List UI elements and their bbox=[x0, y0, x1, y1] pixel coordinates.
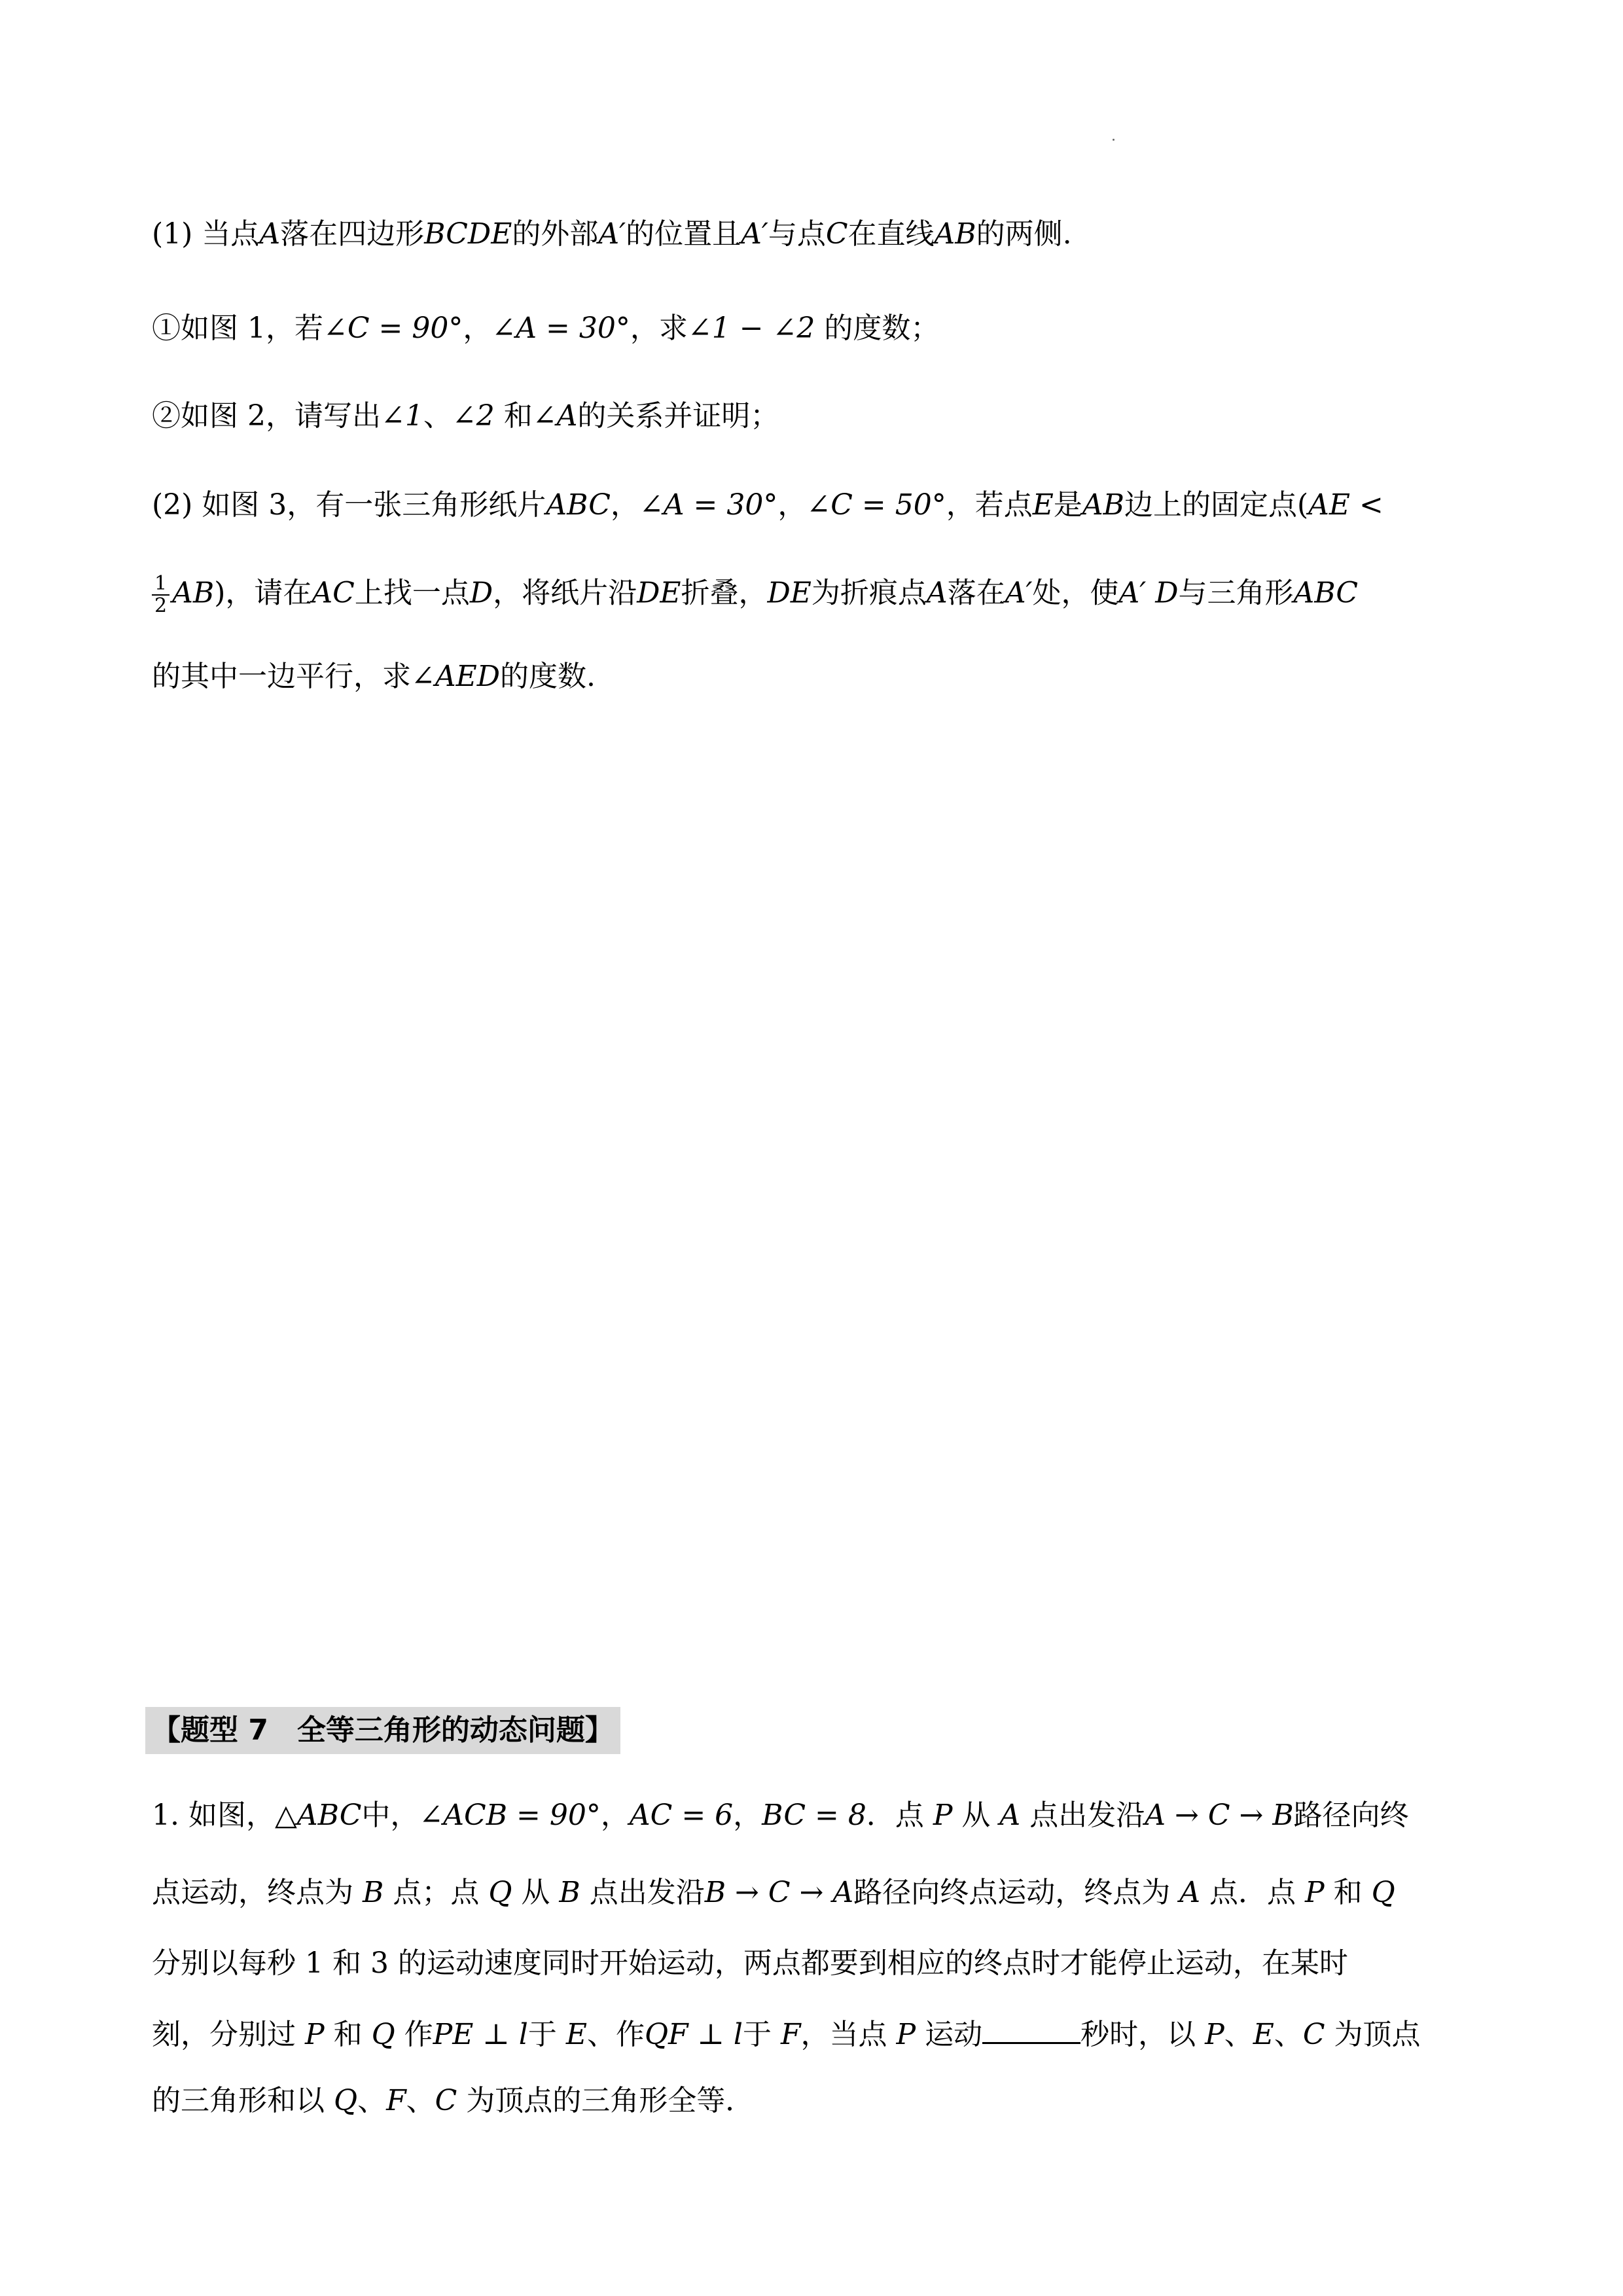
text: 为顶点的三角形全等． bbox=[457, 2084, 755, 2117]
fraction-half bbox=[152, 573, 169, 617]
text: 点运动，终点为 bbox=[152, 1876, 363, 1909]
math: ∠C = 90° bbox=[323, 312, 463, 345]
math: ∠A = 30° bbox=[491, 312, 630, 345]
text: 中， bbox=[361, 1799, 419, 1832]
math: E bbox=[565, 2018, 587, 2051]
math: A bbox=[1179, 1876, 1200, 1909]
section-title: 【题型 7 全等三角形的动态问题】 bbox=[145, 1707, 620, 1754]
text: 的度数； bbox=[815, 312, 940, 345]
math: P bbox=[933, 1799, 953, 1832]
part1-item2 bbox=[152, 397, 779, 436]
math: AC = 6 bbox=[629, 1799, 734, 1832]
math: △ABC bbox=[274, 1799, 362, 1832]
text: 点出发沿 bbox=[580, 1876, 705, 1909]
text: (2) 如图 3，有一张三角形纸片 bbox=[152, 488, 546, 522]
math: P bbox=[1304, 1876, 1325, 1909]
math: P bbox=[1205, 2018, 1224, 2051]
part2-line3 bbox=[152, 657, 596, 696]
text: 在直线 bbox=[847, 217, 935, 251]
math: ∠2 bbox=[452, 399, 495, 433]
text: 、 bbox=[1224, 2018, 1253, 2051]
math: Q bbox=[334, 2084, 358, 2117]
text: ， bbox=[610, 488, 639, 522]
text: 的外部 bbox=[512, 217, 599, 251]
top-mark bbox=[1113, 139, 1115, 141]
part2-line1 bbox=[152, 486, 1383, 525]
text: 和 bbox=[324, 2018, 372, 2051]
problem1-line4 bbox=[152, 2013, 1421, 2054]
math: ∠A bbox=[532, 399, 578, 433]
text: 落在四边形 bbox=[280, 217, 425, 251]
math: A bbox=[259, 217, 281, 251]
math: ∠AED bbox=[411, 660, 501, 693]
text: 路径向终 bbox=[1293, 1799, 1409, 1832]
part1-item1 bbox=[152, 309, 939, 348]
math: AC bbox=[312, 576, 355, 610]
text: 点．点 bbox=[1200, 1876, 1305, 1909]
math: C bbox=[1302, 2018, 1325, 2051]
text: ．点 bbox=[866, 1799, 933, 1832]
text: 于 bbox=[527, 2018, 566, 2051]
problem1-line5 bbox=[152, 2081, 754, 2121]
text: 分别以每秒 1 和 3 的运动速度同时开始运动，两点都要到相应的终点时才能停止运动，在某时 bbox=[152, 1946, 1348, 1980]
text: ， bbox=[777, 488, 807, 522]
text: 、 bbox=[423, 399, 452, 433]
fraction-numerator: 1 bbox=[152, 573, 169, 596]
math: Q bbox=[1371, 1876, 1395, 1909]
text: 和 bbox=[1324, 1876, 1372, 1909]
math: BC = 8 bbox=[762, 1799, 866, 1832]
math: B bbox=[559, 1876, 580, 1909]
text: 1. 如图， bbox=[152, 1799, 275, 1832]
fraction-denominator: 2 bbox=[154, 594, 168, 617]
text: 、 bbox=[1274, 2018, 1303, 2051]
text: ， bbox=[600, 1799, 630, 1832]
text: 与三角形 bbox=[1178, 576, 1294, 610]
text: 刻，分别过 bbox=[152, 2018, 305, 2051]
math: AE < bbox=[1308, 488, 1383, 522]
math: A′ bbox=[741, 217, 768, 251]
text: ，将纸片沿 bbox=[493, 576, 637, 610]
math: Q bbox=[371, 2018, 395, 2051]
text: 运动 bbox=[916, 2018, 983, 2051]
math: P bbox=[305, 2018, 325, 2051]
problem1-line2 bbox=[152, 1873, 1395, 1912]
text: ，若点 bbox=[946, 488, 1033, 522]
text: 、 bbox=[406, 2084, 435, 2117]
math: D bbox=[469, 576, 493, 610]
math: ∠C = 50° bbox=[806, 488, 946, 522]
text: 的位置且 bbox=[626, 217, 741, 251]
math: ABC bbox=[1293, 576, 1359, 610]
text: 的度数. bbox=[500, 660, 596, 693]
text: 为折痕点 bbox=[811, 576, 927, 610]
math: C bbox=[435, 2084, 457, 2117]
text: ②如图 2，请写出 bbox=[152, 399, 381, 433]
text: 是 bbox=[1053, 488, 1082, 522]
text: 的三角形和以 bbox=[152, 2084, 334, 2117]
text: 秒时，以 bbox=[1080, 2018, 1205, 2051]
text: 的两侧. bbox=[976, 217, 1072, 251]
math: AB bbox=[172, 576, 215, 610]
text: 作 bbox=[395, 2018, 433, 2051]
math: BCDE bbox=[424, 217, 512, 251]
math: PE ⊥ l bbox=[433, 2018, 528, 2051]
math: E bbox=[1032, 488, 1054, 522]
text: 点；点 bbox=[383, 1876, 489, 1909]
text: 上找一点 bbox=[354, 576, 470, 610]
math: A′ D bbox=[1118, 576, 1179, 610]
text: 落在 bbox=[947, 576, 1005, 610]
math: F bbox=[386, 2084, 406, 2117]
math: A bbox=[926, 576, 948, 610]
text: 、 bbox=[357, 2084, 387, 2117]
text: 为顶点 bbox=[1325, 2018, 1421, 2051]
math: QF ⊥ l bbox=[644, 2018, 743, 2051]
math: AB bbox=[934, 217, 976, 251]
math: ∠1 bbox=[380, 399, 423, 433]
math: A′ bbox=[1005, 576, 1033, 610]
math: B → C → A bbox=[704, 1876, 854, 1909]
math: P bbox=[896, 2018, 916, 2051]
text: ， bbox=[733, 1799, 762, 1832]
math: DE bbox=[767, 576, 812, 610]
text: ，求 bbox=[630, 312, 688, 345]
text: 边上的固定点( bbox=[1124, 488, 1309, 522]
text: ①如图 1，若 bbox=[152, 312, 323, 345]
text: 点出发沿 bbox=[1020, 1799, 1145, 1832]
math: A bbox=[999, 1799, 1021, 1832]
text: 从 bbox=[952, 1799, 1000, 1832]
math: E bbox=[1253, 2018, 1274, 2051]
math: F bbox=[780, 2018, 801, 2051]
text: 从 bbox=[512, 1876, 560, 1909]
math: ∠A = 30° bbox=[639, 488, 778, 522]
text: 与点 bbox=[768, 217, 826, 251]
math: DE bbox=[637, 576, 681, 610]
math: ∠1 − ∠2 bbox=[687, 312, 815, 345]
text: 折叠， bbox=[681, 576, 768, 610]
math: C bbox=[825, 217, 848, 251]
math: ABC bbox=[546, 488, 611, 522]
problem1-line3 bbox=[152, 1944, 1348, 1983]
math: A → C → B bbox=[1145, 1799, 1294, 1832]
math: ∠ACB = 90° bbox=[419, 1799, 601, 1832]
problem1-line1 bbox=[152, 1796, 1409, 1835]
text: )，请在 bbox=[214, 576, 312, 610]
answer-blank[interactable] bbox=[982, 2013, 1080, 2044]
text: 处，使 bbox=[1032, 576, 1119, 610]
part2-line2 bbox=[152, 573, 1358, 617]
text: 于 bbox=[742, 2018, 781, 2051]
math: A′ bbox=[598, 217, 626, 251]
text: 的关系并证明； bbox=[577, 399, 779, 433]
part1-intro bbox=[152, 215, 1072, 254]
math: Q bbox=[488, 1876, 512, 1909]
text: (1) 当点 bbox=[152, 217, 260, 251]
math: B bbox=[363, 1876, 384, 1909]
text: 和 bbox=[494, 399, 533, 433]
text: ，当点 bbox=[800, 2018, 897, 2051]
text: 、作 bbox=[586, 2018, 645, 2051]
text: ， bbox=[463, 312, 492, 345]
text: 的其中一边平行，求 bbox=[152, 660, 411, 693]
math: AB bbox=[1082, 488, 1124, 522]
text: 路径向终点运动，终点为 bbox=[853, 1876, 1180, 1909]
